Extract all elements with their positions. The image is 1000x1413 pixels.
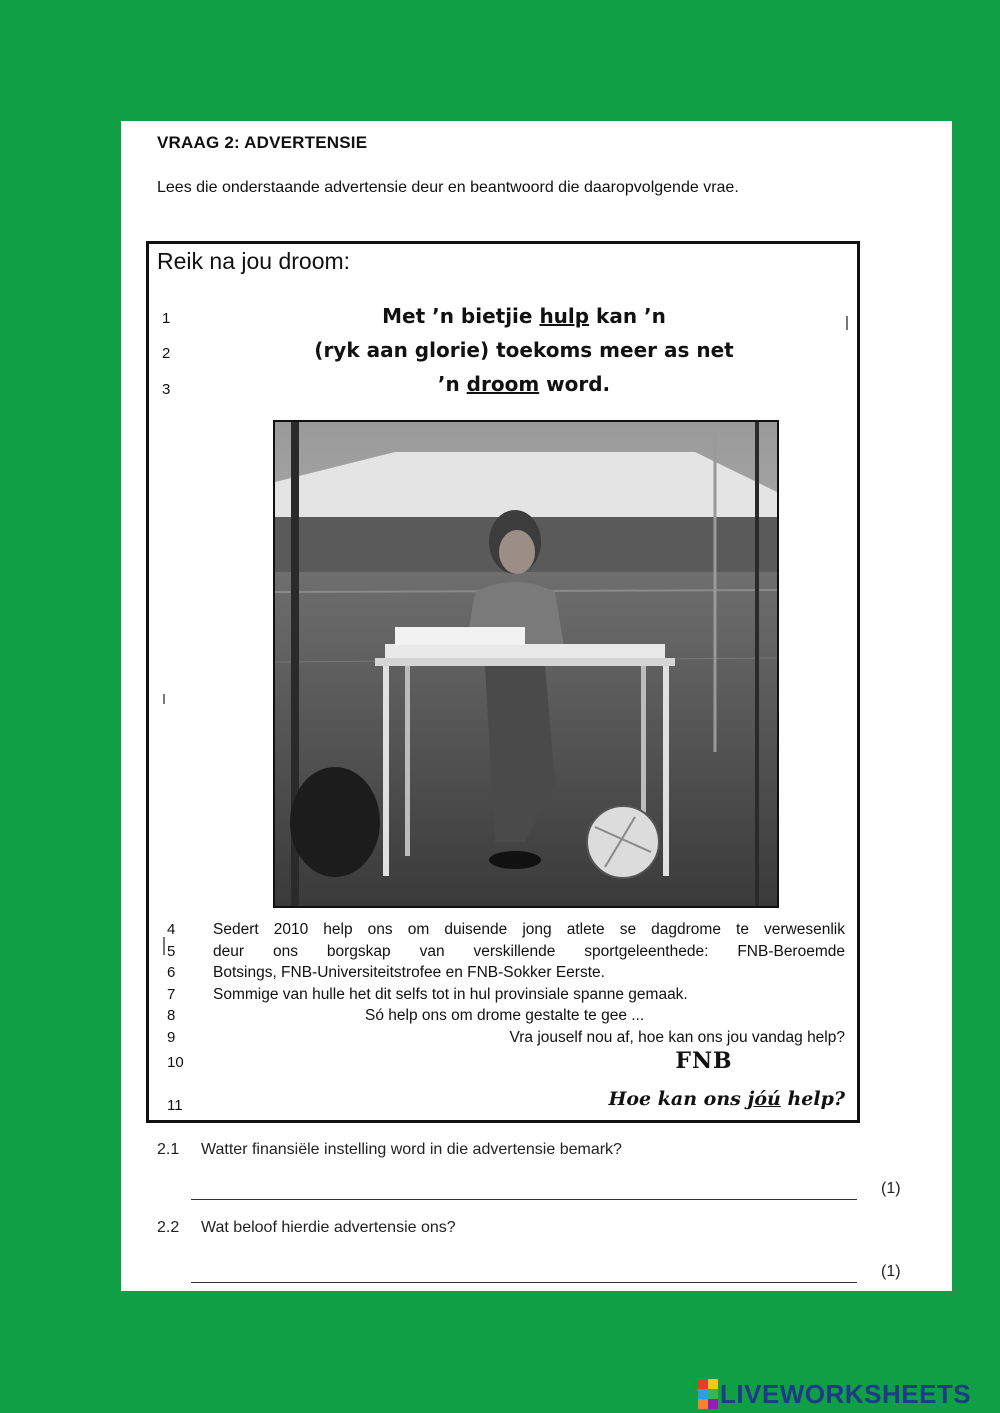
ad-body-line: Botsings, FNB-Universiteitstrofee en FNB-Sokker Eerste. xyxy=(213,964,605,981)
ad-body-line: Sedert 2010 help ons om duisende jong atlete se dagdrome te verwesenlik xyxy=(213,921,845,938)
slogan-line-1 xyxy=(289,304,759,328)
slogan-line-2: (ryk aan glorie) toekoms meer as net xyxy=(314,338,734,362)
fnb-brand-logo: FNB xyxy=(675,1048,733,1074)
line-number: 2 xyxy=(162,345,171,362)
marks-label: (1) xyxy=(881,1180,901,1197)
liveworksheets-blocks-icon xyxy=(698,1379,718,1409)
marks-label: (1) xyxy=(881,1263,901,1280)
line-number: 3 xyxy=(162,381,171,398)
margin-tick xyxy=(846,316,848,330)
liveworksheets-logo[interactable] xyxy=(698,1379,971,1409)
ad-body-line: Sommige van hulle het dit selfs tot in hul provinsiale spanne gemaak. xyxy=(213,986,688,1003)
line-number: 8 xyxy=(167,1007,176,1024)
tagline-text: help? xyxy=(780,1088,845,1110)
tagline-text: Hoe kan ons xyxy=(608,1088,748,1110)
line-number: 5 xyxy=(167,943,176,960)
question-text: Watter finansiële instelling word in die advertensie bemark? xyxy=(201,1141,622,1158)
line-number: 6 xyxy=(167,964,176,981)
tagline-underlined-word: jóú xyxy=(747,1088,781,1110)
margin-tick xyxy=(163,937,165,955)
ad-photo xyxy=(273,420,779,908)
line-number: 10 xyxy=(167,1054,184,1071)
answer-input-2-1[interactable] xyxy=(191,1172,857,1198)
slogan-underlined-word: hulp xyxy=(539,304,590,328)
line-number: 11 xyxy=(167,1097,183,1114)
advertisement xyxy=(146,241,860,1123)
answer-line xyxy=(191,1282,857,1283)
ad-heading: Reik na jou droom: xyxy=(157,248,351,274)
answer-input-2-2[interactable] xyxy=(191,1255,857,1281)
slogan-line-3 xyxy=(289,372,759,396)
slogan-text: ’n xyxy=(437,372,467,396)
girl-at-desk-photo xyxy=(275,422,777,906)
ad-body-line: Vra jouself nou af, hoe kan ons jou vandag help? xyxy=(509,1029,845,1046)
line-number: 4 xyxy=(167,921,176,938)
worksheet-page xyxy=(121,121,952,1291)
slogan-text: word. xyxy=(539,372,611,396)
question-title: VRAAG 2: ADVERTENSIE xyxy=(157,133,368,152)
answer-line xyxy=(191,1199,857,1200)
line-number: 9 xyxy=(167,1029,176,1046)
line-number: 1 xyxy=(162,310,171,327)
liveworksheets-wordmark: LIVEWORKSHEETS xyxy=(720,1378,972,1409)
question-text: Wat beloof hierdie advertensie ons? xyxy=(201,1219,456,1236)
ad-tagline xyxy=(608,1088,845,1110)
ad-body-line: deur ons borgskap van verskillende sportgeleenthede: FNB-Beroemde xyxy=(213,943,845,960)
margin-tick xyxy=(163,694,165,704)
slogan-text: kan ’n xyxy=(589,304,666,328)
ad-body-line: Só help ons om drome gestalte te gee ... xyxy=(365,1007,645,1024)
question-number: 2.1 xyxy=(157,1141,180,1158)
slogan-text: Met ’n bietjie xyxy=(382,304,540,328)
question-instruction: Lees die onderstaande advertensie deur en beantwoord die daaropvolgende vrae. xyxy=(157,179,739,196)
question-number: 2.2 xyxy=(157,1219,180,1236)
line-number: 7 xyxy=(167,986,176,1003)
slogan-underlined-word: droom xyxy=(466,372,540,396)
